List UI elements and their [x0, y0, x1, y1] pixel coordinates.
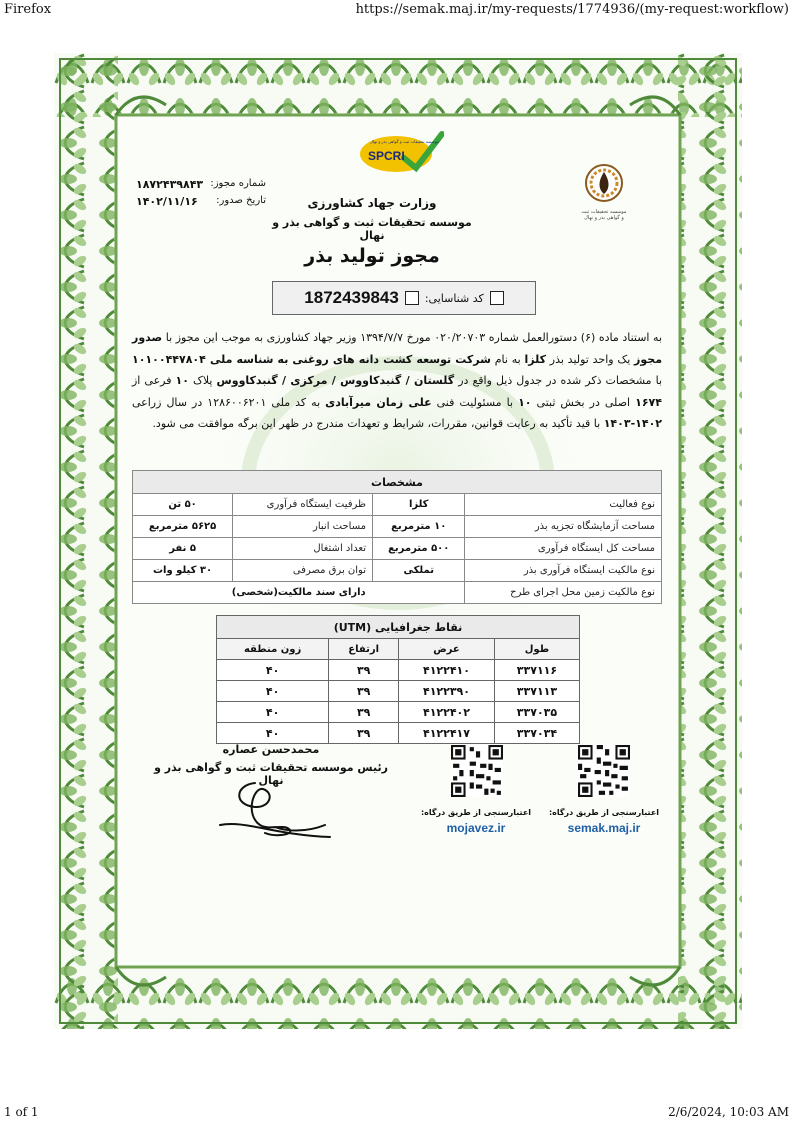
utm-cell: ۴۰	[217, 660, 329, 681]
table-row	[217, 723, 580, 744]
body-text: به نام	[494, 352, 521, 366]
utm-cell: ۴۱۲۲۴۱۷	[399, 723, 495, 744]
utm-cell: ۴۰	[217, 723, 329, 744]
permit-body	[132, 327, 662, 435]
body-issuance: صدور مجوز	[132, 331, 663, 366]
spcri-logo-subtext: موسسه تحقیقات ثبت و گواهی بذر و نهال	[370, 139, 439, 144]
institute-emblem	[580, 163, 628, 223]
spec-value: ۱۰ مترمربع	[372, 516, 465, 538]
print-footer	[4, 1105, 789, 1119]
body-text: فرعی از	[132, 374, 172, 387]
body-text: به کد ملی ۱۲۸۶۰۰۶۲۰۱ در سال زراعی	[132, 395, 321, 409]
table-row	[217, 681, 580, 702]
id-code-label: کد شناسایی:	[424, 291, 484, 305]
utm-cell: ۳۹	[329, 702, 399, 723]
signatory-position: رئیس موسسه تحقیقات ثبت و گواهی بذر و نهال	[154, 761, 388, 787]
spec-value: ۵۰۰ مترمربع	[372, 538, 465, 560]
spec-value: کلزا	[372, 494, 465, 516]
spec-value: ۵۶۲۵ مترمربع	[133, 516, 233, 538]
page-counter: 1 of 1	[4, 1105, 39, 1119]
spec-value: دارای سند مالکیت(شخصی)	[133, 582, 465, 604]
utm-cell: ۴۰	[217, 702, 329, 723]
spec-label: ظرفیت ایستگاه فرآوری	[233, 494, 373, 516]
body-company: شرکت توسعه کشت دانه های روغنی به شناسه ملی ۱۰۱۰۰۴۴۷۸۰۴	[132, 352, 491, 366]
spec-label: نوع فعالیت	[465, 494, 662, 516]
utm-cell: ۳۹	[329, 660, 399, 681]
table-row	[217, 660, 580, 681]
permit-number-label: شماره مجوز:	[210, 178, 266, 189]
body-plaque-main: ۱۶۷۴	[635, 395, 662, 409]
id-code-box	[272, 281, 536, 315]
verify-caption: اعتبارسنجی از طریق درگاه:	[420, 808, 532, 817]
utm-cell: ۴۱۲۲۴۱۰	[399, 660, 495, 681]
body-plaque-sub: ۱۰	[175, 374, 189, 387]
spec-label: مساحت انبار	[233, 516, 373, 538]
body-text: با مشخصات ذکر شده در جدول ذیل واقع در	[458, 374, 663, 387]
table-row	[133, 560, 662, 582]
utm-table	[216, 615, 580, 744]
table-row	[133, 538, 662, 560]
spec-label: مساحت آزمایشگاه تجزیه بذر	[465, 516, 662, 538]
utm-col-header: عرض	[399, 639, 495, 660]
page-url[interactable]: https://semak.maj.ir/my-requests/1774936/(my-request:workflow)	[355, 2, 789, 17]
header-block	[262, 196, 482, 242]
table-row	[133, 582, 662, 604]
permit-number-value: ۱۸۷۲۴۳۹۸۴۳	[136, 178, 204, 191]
utm-title: نقاط جغرافیایی (UTM)	[217, 616, 580, 639]
verify-semak	[544, 808, 664, 835]
verify-caption: اعتبارسنجی از طریق درگاه:	[548, 808, 660, 817]
utm-cell: ۳۳۷۱۱۶	[494, 660, 579, 681]
body-text: با قید تأکید به رعایت قوانین، مقررات، شرایط و تعهدات مندرج در ظهر این برگه موافقت می شود.	[152, 417, 601, 430]
utm-col-header: طول	[494, 639, 579, 660]
utm-cell: ۴۱۲۲۳۹۰	[399, 681, 495, 702]
document-title: مجوز تولید بذر	[304, 245, 440, 267]
utm-col-header: زون منطقه	[217, 639, 329, 660]
checkbox-icon	[490, 291, 504, 305]
signature-image	[215, 775, 335, 850]
body-text: پلاک	[193, 374, 213, 387]
body-crop-year: ۱۴۰۲-۱۴۰۳	[603, 417, 662, 430]
utm-cell: ۳۳۷۰۳۴	[494, 723, 579, 744]
institute-name: موسسه تحقیقات ثبت و گواهی بذر و نهال	[272, 216, 472, 242]
body-technician: علی زمان میرآبادی	[325, 395, 432, 409]
spec-label: نوع مالکیت ایستگاه فرآوری بذر	[465, 560, 662, 582]
spcri-logo	[358, 130, 444, 174]
browser-name: Firefox	[4, 2, 52, 17]
spcri-logo-label: SPCRI	[368, 149, 405, 163]
utm-cell: ۳۹	[329, 681, 399, 702]
spec-value: تملکی	[372, 560, 465, 582]
specs-table	[132, 470, 662, 604]
spec-value: ۳۰ کیلو وات	[133, 560, 233, 582]
spec-label: تعداد اشتغال	[233, 538, 373, 560]
body-registry-section: ۱۰	[518, 395, 532, 409]
utm-cell: ۴۱۲۲۴۰۲	[399, 702, 495, 723]
utm-cell: ۳۳۷۰۳۵	[494, 702, 579, 723]
print-datetime: 2/6/2024, 10:03 AM	[668, 1105, 789, 1119]
spec-label: توان برق مصرفی	[233, 560, 373, 582]
table-row	[133, 494, 662, 516]
body-text: یک واحد تولید بذر	[549, 352, 631, 366]
ministry-name: وزارت جهاد کشاورزی	[307, 196, 437, 210]
mojavez-link[interactable]: mojavez.ir	[446, 821, 506, 835]
utm-col-header: ارتفاع	[329, 639, 399, 660]
table-row	[133, 516, 662, 538]
utm-cell: ۳۹	[329, 723, 399, 744]
body-text: اصلی در بخش ثبتی	[536, 395, 631, 409]
qr-code-icon[interactable]	[578, 745, 630, 797]
qr-code-icon[interactable]	[451, 745, 503, 797]
spec-value: ۵۰ تن	[133, 494, 233, 516]
semak-link[interactable]: semak.maj.ir	[567, 821, 641, 835]
spcri-checkmark-icon	[358, 130, 444, 174]
id-code-value: 1872439843	[304, 288, 399, 307]
utm-cell: ۴۰	[217, 681, 329, 702]
spec-label: نوع مالکیت زمین محل اجرای طرح	[465, 582, 662, 604]
permit-meta	[136, 178, 266, 212]
specs-title: مشخصات	[133, 471, 662, 494]
body-text: با مسئولیت فنی	[436, 395, 514, 409]
table-row	[217, 702, 580, 723]
issue-date-value: ۱۴۰۲/۱۱/۱۶	[136, 195, 198, 208]
body-text: به استناد ماده (۶) دستورالعمل شماره ۰۲۰/۲۰۷۰۳ مورخ ۱۳۹۴/۷/۷ وزیر جهاد کشاورزی به موجب این مجوز با	[165, 331, 663, 344]
emblem-icon	[584, 163, 624, 205]
body-location: گلستان / گنبدکاووس / مرکزی / گنبدکاووس	[216, 374, 455, 387]
verify-mojavez	[416, 808, 536, 835]
signatory-name: محمدحسن عصاره	[222, 743, 320, 756]
emblem-text: موسسه تحقیقات ثبت و گواهی بذر و نهال	[581, 209, 627, 221]
checkbox-icon	[405, 291, 419, 305]
print-header	[4, 2, 789, 17]
spec-value: ۵ نفر	[133, 538, 233, 560]
issue-date-label: تاریخ صدور:	[216, 195, 266, 206]
body-crop: کلزا	[524, 352, 546, 366]
spec-label: مساحت کل ایستگاه فرآوری	[465, 538, 662, 560]
utm-cell: ۳۳۷۱۱۳	[494, 681, 579, 702]
